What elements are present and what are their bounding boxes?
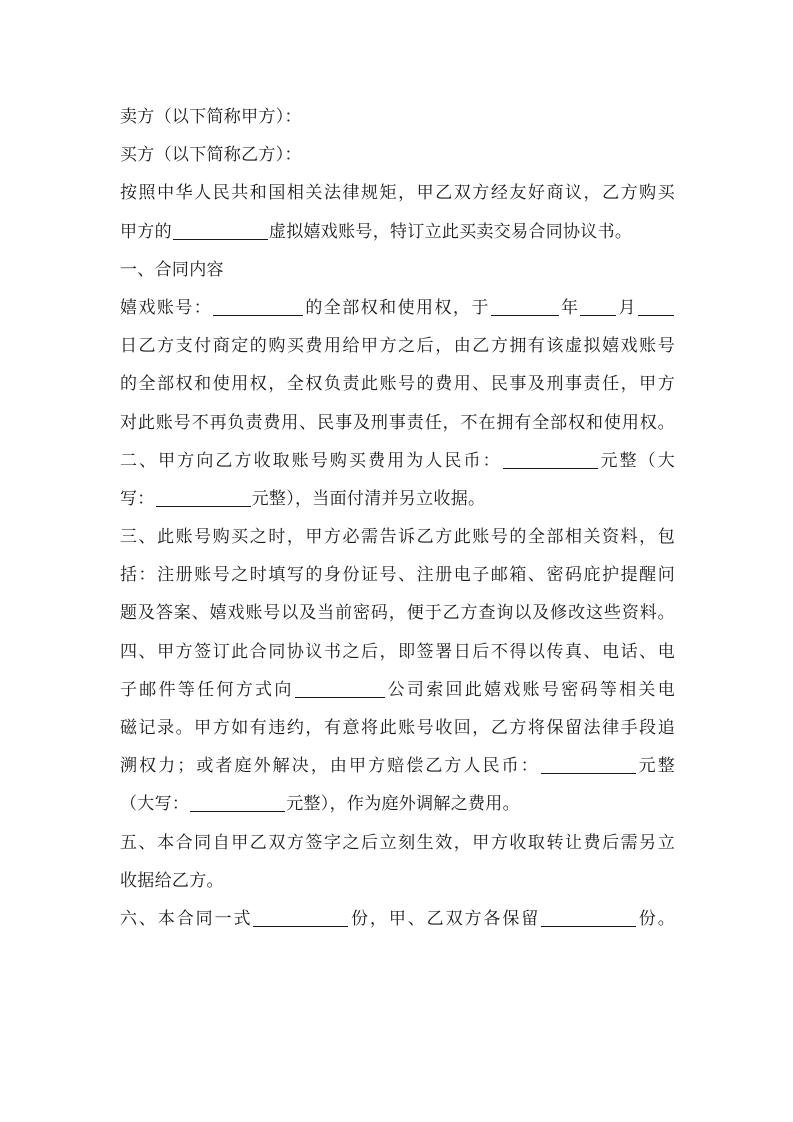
contract-line-s4-line-2 [120, 671, 675, 709]
contract-line-section-1-title [120, 251, 675, 289]
fill-in-blank [541, 908, 636, 927]
contract-line-s3-line-3 [120, 594, 675, 632]
fill-in-blank [541, 755, 636, 774]
contract-line-s1-line-3 [120, 365, 675, 403]
contract-text: 份，甲、乙双方各保留 [349, 908, 541, 929]
contract-text: 卖方（以下简称甲方）： [120, 107, 302, 127]
contract-text: 对此账号不再负责费用、民事及刑事责任，不在拥有全部权和使用权。 [120, 412, 675, 433]
contract-text: 虚拟嬉戏账号，特订立此买卖交易合同协议书。 [268, 221, 633, 242]
fill-in-blank [190, 793, 285, 812]
contract-text: 三、此账号购买之时，甲方必需告诉乙方此账号的全部相关资料，包 [120, 527, 675, 548]
contract-text: 写： [120, 488, 155, 509]
contract-text: 份。 [637, 908, 675, 929]
contract-line-s4-line-5 [120, 785, 675, 823]
fill-in-blank [173, 221, 268, 240]
contract-line-s4-line-4 [120, 747, 675, 785]
contract-line-s4-line-1 [120, 633, 675, 671]
contract-text: 的全部权和使用权，于 [304, 297, 490, 318]
contract-text: 元整），作为庭外调解之费用。 [286, 794, 520, 815]
contract-text: 题及答案、嬉戏账号以及当前密码，便于乙方查询以及修改这些资料。 [120, 603, 675, 624]
contract-text: 甲方的 [120, 221, 172, 242]
contract-line-seller [120, 98, 675, 136]
contract-line-s1-line-4 [120, 404, 675, 442]
contract-text: 元整），当面付清并另立收据。 [251, 488, 486, 509]
contract-text: （大写： [120, 794, 190, 815]
contract-text: 子邮件等任何方式向 [120, 679, 294, 700]
contract-line-s2-line-2 [120, 480, 675, 518]
contract-text: 磁记录。甲方如有违约，有意将此账号收回，乙方将保留法律手段追 [120, 718, 675, 738]
fill-in-blank [580, 297, 616, 316]
fill-in-blank [156, 488, 251, 507]
fill-in-blank [213, 297, 303, 316]
contract-line-s3-line-1 [120, 518, 675, 556]
contract-text: 一、合同内容 [120, 259, 224, 280]
contract-line-intro-2 [120, 213, 675, 251]
contract-text: 公司索回此嬉戏账号密码等相关电 [385, 679, 675, 700]
contract-line-s1-line-1 [120, 289, 675, 327]
contract-text: 按照中华人民共和国相关法律规矩，甲乙双方经友好商议，乙方购买 [120, 183, 675, 204]
fill-in-blank [491, 297, 559, 316]
contract-text: 年 [559, 297, 580, 318]
contract-text: 的全部权和使用权，全权负责此账号的费用、民事及刑事责任，甲方 [120, 374, 675, 395]
contract-line-s1-line-2 [120, 327, 675, 365]
contract-text: 五、本合同自甲乙双方签字之后立刻生效，甲方收取转让费后需另立 [120, 832, 675, 853]
contract-text: 元整（大 [598, 450, 676, 471]
contract-line-s5-line-2 [120, 862, 675, 900]
contract-line-s6-line-1 [120, 900, 675, 938]
contract-text: 嬉戏账号： [120, 297, 213, 318]
contract-text: 二、甲方向乙方收取账号购买费用为人民币： [120, 450, 502, 471]
contract-line-s4-line-3 [120, 709, 675, 747]
contract-text: 收据给乙方。 [120, 870, 224, 891]
fill-in-blank [503, 450, 598, 469]
contract-text: 买方（以下简称乙方）： [120, 145, 302, 166]
contract-line-s2-line-1 [120, 442, 675, 480]
contract-text: 括：注册账号之时填写的身份证号、注册电子邮箱、密码庇护提醒问 [120, 565, 675, 586]
contract-text: 月 [617, 297, 637, 318]
contract-page [120, 98, 675, 938]
contract-line-intro-1 [120, 174, 675, 212]
contract-line-buyer [120, 136, 675, 174]
contract-text: 日乙方支付商定的购买费用给甲方之后，由乙方拥有该虚拟嬉戏账号 [120, 336, 675, 357]
fill-in-blank [253, 908, 348, 927]
contract-line-s3-line-2 [120, 556, 675, 594]
contract-text: 六、本合同一式 [120, 908, 253, 929]
contract-line-s5-line-1 [120, 824, 675, 862]
fill-in-blank [638, 297, 674, 316]
contract-text: 溯权力；或者庭外解决，由甲方赔偿乙方人民币： [120, 756, 540, 777]
contract-text: 四、甲方签订此合同协议书之后，即签署日后不得以传真、电话、电 [120, 641, 675, 662]
fill-in-blank [295, 679, 385, 698]
contract-text: 元整 [636, 756, 675, 777]
